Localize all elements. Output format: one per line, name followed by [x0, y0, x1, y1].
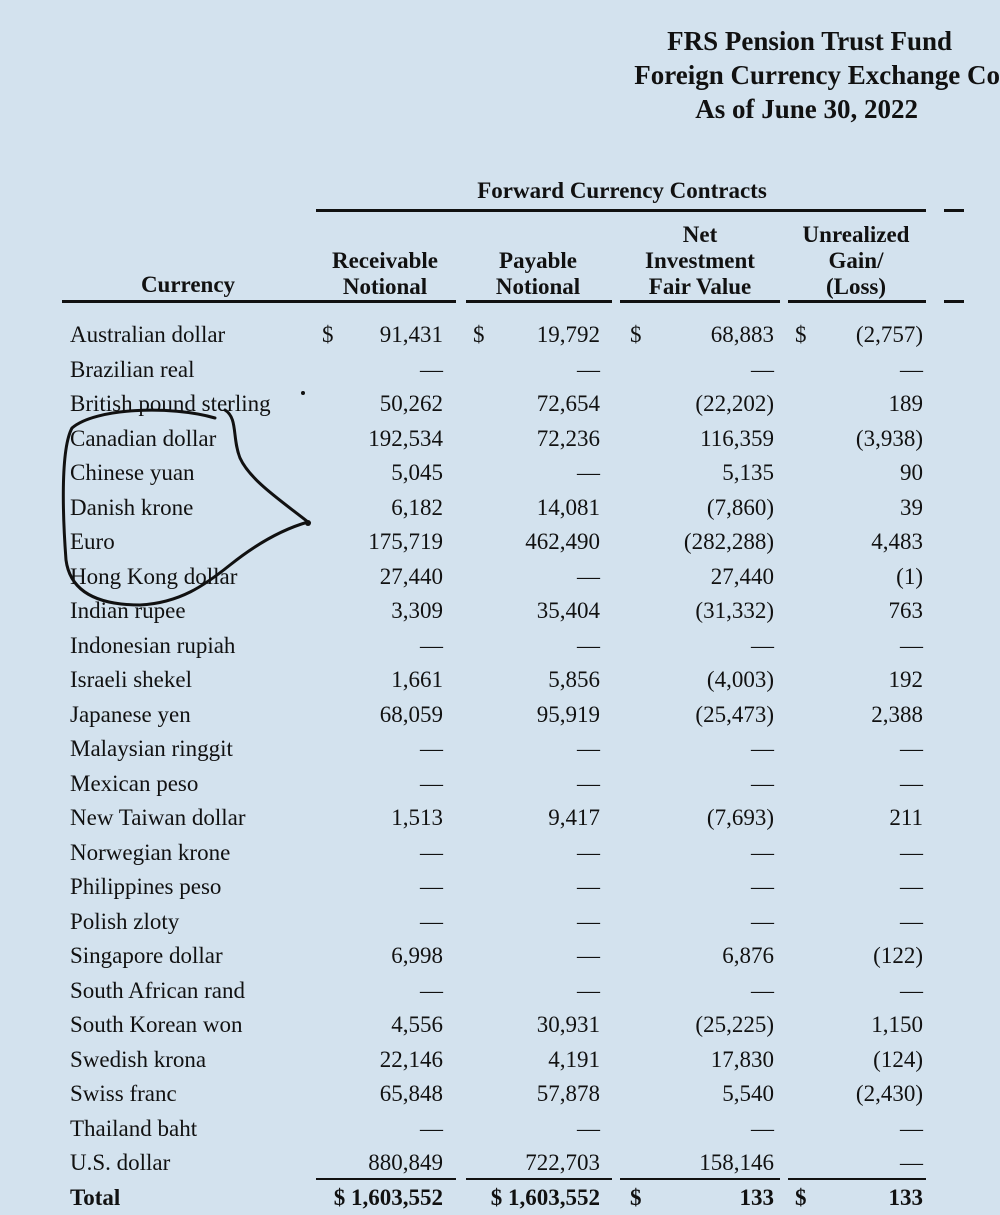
- col-header-payable-line2: Notional: [495, 274, 581, 299]
- row-gain-loss: (122): [873, 943, 923, 968]
- row-gain-loss: (2,430): [855, 1081, 923, 1106]
- col-header-payable: [470, 248, 606, 300]
- row-net-fair-value: —: [751, 908, 774, 934]
- col-header-receivable-line2: Notional: [342, 274, 428, 299]
- row-net-fair-value: (31,332): [695, 598, 774, 623]
- total-receivable: $ 1,603,552: [333, 1185, 443, 1210]
- table-row: [0, 1077, 960, 1111]
- row-gain-loss: —: [900, 356, 923, 382]
- row-gain-loss: 1,150: [871, 1012, 923, 1037]
- row-currency: Malaysian ringgit: [70, 736, 233, 761]
- row-currency: Chinese yuan: [70, 460, 195, 485]
- table-row: [0, 1043, 960, 1077]
- row-gain-loss: —: [900, 977, 923, 1003]
- row-currency: Norwegian krone: [70, 839, 231, 865]
- row-net-fair-value: (4,003): [706, 667, 774, 692]
- table-row: [0, 491, 960, 525]
- col-header-currency: Currency: [140, 272, 236, 297]
- table-row: [0, 663, 960, 697]
- row-payable: 9,417: [548, 805, 600, 830]
- row-payable: —: [577, 874, 600, 899]
- row-currency: Indonesian rupiah: [70, 632, 236, 658]
- row-net-fair-value: (25,473): [695, 701, 774, 727]
- row-net-fair-value: 5,540: [722, 1081, 774, 1106]
- col-header-payable-line1: Payable: [499, 248, 577, 273]
- row-net-fair-value: 17,830: [710, 1046, 774, 1072]
- row-receivable: 50,262: [379, 391, 443, 416]
- row-currency: Euro: [70, 529, 115, 554]
- row-currency: Australian dollar: [70, 322, 226, 347]
- row-payable: —: [577, 460, 600, 485]
- table-row: [0, 594, 960, 628]
- col-header-gain-line2: Gain/: [828, 248, 884, 273]
- row-payable: —: [577, 839, 600, 865]
- row-receivable: —: [420, 874, 443, 899]
- row-payable: 72,654: [536, 391, 600, 416]
- table-row: [0, 525, 960, 559]
- total-rule-net: [620, 1178, 780, 1180]
- row-net-fair-value: 116,359: [700, 425, 774, 451]
- row-payable: —: [577, 908, 600, 934]
- header-rule-next: [944, 300, 964, 303]
- row-gain-loss: (2,757): [855, 322, 923, 347]
- row-receivable: 6,182: [391, 494, 443, 520]
- row-payable-dollar: $: [473, 322, 485, 347]
- row-receivable: 65,848: [379, 1081, 443, 1106]
- row-payable: 35,404: [536, 598, 600, 623]
- total-row: [0, 1181, 960, 1215]
- row-gain-loss: (124): [873, 1046, 923, 1072]
- row-net-fair-value: (22,202): [695, 391, 774, 416]
- col-header-net-line2: Investment: [645, 248, 755, 273]
- row-payable: 57,878: [536, 1081, 600, 1106]
- col-header-receivable-line1: Receivable: [331, 248, 438, 273]
- row-receivable: —: [420, 839, 443, 865]
- table-row: [0, 422, 960, 456]
- total-label: Total: [70, 1185, 121, 1210]
- row-currency: U.S. dollar: [70, 1150, 171, 1175]
- row-currency: Mexican peso: [70, 770, 199, 796]
- row-receivable: 5,045: [391, 460, 443, 485]
- row-net-fair-value: —: [751, 736, 774, 761]
- col-header-net: [622, 222, 778, 300]
- row-receivable: —: [420, 632, 443, 658]
- table-row: [0, 836, 960, 870]
- row-net-dollar: $: [630, 322, 642, 347]
- row-gain-loss: 192: [888, 667, 923, 692]
- group-rule-next: [944, 209, 964, 212]
- row-gain-loss: (1): [896, 563, 923, 589]
- row-net-fair-value: —: [751, 839, 774, 865]
- total-rule-payable: [466, 1178, 612, 1180]
- row-payable: 722,703: [525, 1150, 600, 1175]
- row-receivable: 192,534: [368, 425, 443, 451]
- report-date: As of June 30, 2022: [695, 94, 918, 124]
- row-payable: 462,490: [525, 529, 600, 554]
- report-title: FRS Pension Trust Fund: [667, 26, 952, 56]
- row-gain-loss: —: [900, 1150, 923, 1175]
- row-receivable: 91,431: [379, 322, 443, 347]
- row-net-fair-value: (282,288): [683, 529, 774, 554]
- report-subtitle: Foreign Currency Exchange Co: [634, 60, 1000, 90]
- row-receivable: 4,556: [391, 1012, 443, 1037]
- table-row: [0, 353, 960, 387]
- row-receivable: 880,849: [368, 1150, 443, 1175]
- row-net-fair-value: —: [751, 977, 774, 1003]
- row-gain-loss: —: [900, 770, 923, 796]
- header-rule-payable: [466, 300, 612, 303]
- table-row: [0, 905, 960, 939]
- row-payable: 14,081: [536, 494, 600, 520]
- row-payable: 19,792: [536, 322, 600, 347]
- row-gain-loss: 2,388: [871, 701, 923, 727]
- row-gain-loss: 39: [900, 494, 923, 520]
- row-net-fair-value: —: [751, 356, 774, 382]
- header-rule-gain: [788, 300, 926, 303]
- row-currency: Canadian dollar: [70, 425, 217, 451]
- row-currency: Philippines peso: [70, 874, 222, 899]
- row-receivable: —: [420, 977, 443, 1003]
- row-receivable: —: [420, 356, 443, 382]
- col-header-net-line3: Fair Value: [648, 274, 752, 299]
- table-row: [0, 456, 960, 490]
- row-currency: Israeli shekel: [70, 667, 192, 692]
- table-row: [0, 1146, 960, 1180]
- table-row: [0, 1112, 960, 1146]
- row-receivable: 1,661: [391, 667, 443, 692]
- row-receivable: —: [420, 1115, 443, 1141]
- group-rule: [316, 209, 926, 212]
- row-gain-loss: —: [900, 874, 923, 899]
- row-gain-loss: —: [900, 908, 923, 934]
- row-gain-dollar: $: [795, 322, 807, 347]
- col-header-receivable: [318, 248, 452, 300]
- header-rule-net: [620, 300, 780, 303]
- row-currency: Japanese yen: [70, 701, 191, 727]
- total-gain-dollar: $: [795, 1185, 807, 1210]
- row-payable: —: [577, 356, 600, 382]
- row-receivable: 3,309: [391, 598, 443, 623]
- row-payable: —: [577, 563, 600, 589]
- row-payable: 4,191: [548, 1046, 600, 1072]
- row-currency: South African rand: [70, 977, 246, 1003]
- table-row: [0, 1008, 960, 1042]
- row-net-fair-value: 27,440: [710, 563, 774, 589]
- row-net-fair-value: —: [751, 770, 774, 796]
- row-payable: —: [577, 770, 600, 796]
- row-currency: South Korean won: [70, 1012, 243, 1037]
- table-row: [0, 629, 960, 663]
- row-net-fair-value: (7,693): [706, 805, 774, 830]
- row-receivable: 27,440: [379, 563, 443, 589]
- row-currency: New Taiwan dollar: [70, 805, 246, 830]
- row-gain-loss: (3,938): [855, 425, 923, 451]
- row-payable: —: [577, 943, 600, 968]
- row-currency: British pound sterling: [70, 391, 271, 416]
- total-payable: $ 1,603,552: [490, 1185, 600, 1210]
- table-row: [0, 560, 960, 594]
- row-receivable: —: [420, 770, 443, 796]
- total-gain: 133: [888, 1185, 923, 1210]
- row-receivable: 175,719: [368, 529, 443, 554]
- row-payable: 30,931: [536, 1012, 600, 1037]
- row-net-fair-value: —: [751, 874, 774, 899]
- row-net-fair-value: —: [751, 1115, 774, 1141]
- table-row: [0, 870, 960, 904]
- row-gain-loss: 189: [888, 391, 923, 416]
- row-payable: —: [577, 632, 600, 658]
- table-row: [0, 939, 960, 973]
- row-gain-loss: —: [900, 1115, 923, 1141]
- row-currency: Brazilian real: [70, 356, 195, 382]
- table-row: [0, 974, 960, 1008]
- row-gain-loss: —: [900, 632, 923, 658]
- row-gain-loss: 763: [888, 598, 923, 623]
- row-currency: Singapore dollar: [70, 943, 223, 968]
- row-payable: —: [577, 977, 600, 1003]
- row-net-fair-value: 5,135: [722, 460, 774, 485]
- row-gain-loss: —: [900, 839, 923, 865]
- row-gain-loss: 4,483: [871, 529, 923, 554]
- row-receivable: 22,146: [379, 1046, 443, 1072]
- group-header: Forward Currency Contracts: [477, 178, 767, 203]
- row-receivable: —: [420, 736, 443, 761]
- row-gain-loss: 211: [889, 805, 923, 830]
- row-currency: Polish zloty: [70, 908, 180, 934]
- total-net-dollar: $: [630, 1185, 642, 1210]
- row-gain-loss: 90: [900, 460, 923, 485]
- row-currency: Thailand baht: [70, 1115, 198, 1141]
- row-currency: Swiss franc: [70, 1081, 177, 1106]
- row-gain-loss: —: [900, 736, 923, 761]
- row-receivable-dollar: $: [322, 322, 334, 347]
- row-currency: Indian rupee: [70, 598, 186, 623]
- table-row: [0, 387, 960, 421]
- table-row: [0, 801, 960, 835]
- table-row: [0, 767, 960, 801]
- row-currency: Swedish krona: [70, 1046, 207, 1072]
- col-header-net-line1: Net: [682, 222, 718, 247]
- row-receivable: —: [420, 908, 443, 934]
- row-payable: —: [577, 1115, 600, 1141]
- row-receivable: 6,998: [391, 943, 443, 968]
- col-header-gain: [788, 222, 924, 300]
- row-currency: Hong Kong dollar: [70, 563, 238, 589]
- col-header-gain-line1: Unrealized: [802, 222, 910, 247]
- row-receivable: 1,513: [391, 805, 443, 830]
- row-receivable: 68,059: [379, 701, 443, 727]
- total-rule-receivable: [316, 1178, 456, 1180]
- header-rule-currency: [62, 300, 456, 303]
- table-row: [0, 698, 960, 732]
- row-net-fair-value: 6,876: [722, 943, 774, 968]
- row-net-fair-value: 68,883: [710, 322, 774, 347]
- total-rule-gain: [788, 1178, 926, 1180]
- row-net-fair-value: (25,225): [695, 1012, 774, 1037]
- row-currency: Danish krone: [70, 494, 194, 520]
- table-row: [0, 732, 960, 766]
- row-net-fair-value: —: [751, 632, 774, 658]
- table-row: [0, 318, 960, 352]
- row-payable: 5,856: [548, 667, 600, 692]
- total-net: 133: [739, 1185, 774, 1210]
- row-payable: 95,919: [536, 701, 600, 727]
- row-payable: —: [577, 736, 600, 761]
- row-net-fair-value: (7,860): [706, 494, 774, 520]
- row-net-fair-value: 158,146: [699, 1150, 774, 1175]
- col-header-gain-line3: (Loss): [825, 274, 887, 299]
- row-payable: 72,236: [536, 425, 600, 451]
